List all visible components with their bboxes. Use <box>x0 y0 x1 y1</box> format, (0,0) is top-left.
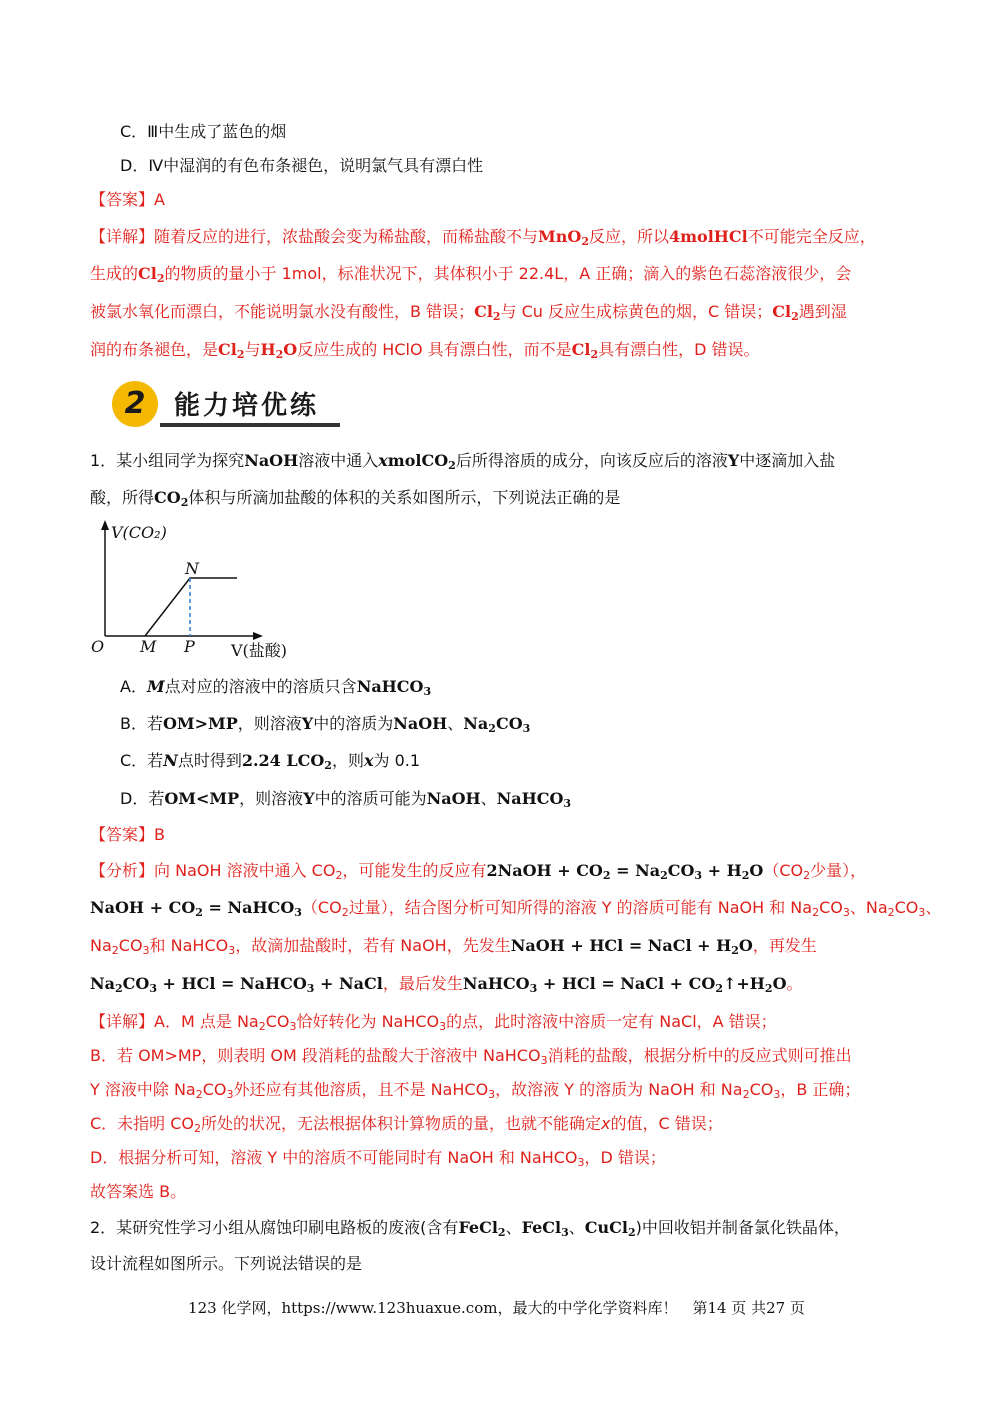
y-axis-label: V(CO₂) <box>111 523 167 542</box>
detail-line: 被氯水氧化而漂白，不能说明氯水没有酸性，B 错误；$Cl_2$与 Cu 反应生成棕黄色的烟，C 错误；$Cl_2$遇到湿 <box>90 302 847 323</box>
question-1-stem: 酸，所得$CO_2$体积与所滴加盐酸的体积的关系如图所示，下列说法正确的是 <box>90 488 621 509</box>
analysis-line: NaOH + $CO_2$ = $NaHCO_3(CO_2$过量），结合图分析可知所得的溶液 Y 的溶质可能有 NaOH 和 $Na_2CO_3$、$Na_2CO_3$、 <box>90 898 942 919</box>
option-c: C．若N点时得到2.24 $LCO_2$，则x为 0.1 <box>120 751 421 772</box>
point-p-label: P <box>184 637 195 656</box>
x-axis-label: V(盐酸) <box>231 641 288 660</box>
option-b: B．若OM>MP，则溶液Y中的溶质为NaOH、$Na_2CO_3$ <box>120 714 531 735</box>
analysis-line: $Na_2CO_3$和 NaHCO$_3$，故滴加盐酸时，若有 NaOH，先发生NaOH + HCl = NaCl + $H_2O$，再发生 <box>90 936 817 957</box>
y-axis-arrow <box>101 520 109 530</box>
detail-line: D．根据分析可知，溶液 Y 中的溶质不可能同时有 NaOH 和 NaHCO$_3$，D 错误； <box>90 1148 666 1169</box>
option-d-text: D．Ⅳ中湿润的有色布条褪色，说明氯气具有漂白性 <box>120 156 484 175</box>
detail-line: 生成的$Cl_2$的物质的量小于 1mol，标准状况下，其体积小于 22.4L，A 正确；滴入的紫色石蕊溶液很少，会 <box>90 264 852 285</box>
detail-line: 【详解】随着反应的进行，浓盐酸会变为稀盐酸，而稀盐酸不与MnO$_2$反应，所以4molHCl不可能完全反应， <box>90 227 876 248</box>
analysis-line: 【分析】向 NaOH 溶液中通入 $CO_2$，可能发生的反应有2NaOH + $CO_2 = Na_2CO_3 + H_2O(CO_2$少量）， <box>90 861 867 882</box>
question-1-stem: 1．某小组同学为探究NaOH溶液中通入xmolCO$_2$后所得溶质的成分，向该反应后的溶液Y中逐滴加入盐 <box>90 451 836 472</box>
origin-label: O <box>91 637 105 656</box>
question-2-stem: 2．某研究性学习小组从腐蚀印刷电路板的废液(含有FeCl$_2$、FeCl$_3$、CuCl$_2$)中回收铝并制备氯化铁晶体， <box>90 1218 850 1239</box>
option-d: D．若OM<MP，则溶液Y中的溶质可能为NaOH、NaHCO$_3$ <box>120 789 572 810</box>
x-axis-arrow <box>253 632 263 640</box>
point-n-label: N <box>185 559 199 578</box>
section-number-badge: 2 <box>112 381 158 427</box>
analysis-line: $Na_2CO_3$ + HCl = NaHCO$_3$ + NaCl，最后发生NaHCO$_3$ + HCl = NaCl + $CO_2↑+H_2O$。 <box>90 974 803 995</box>
section-title: 能力培优练 <box>174 391 320 421</box>
detail-line: Y 溶液中除 $Na_2CO_3$外还应有其他溶质，且不是 NaHCO$_3$，故溶液 Y 的溶质为 NaOH 和 $Na_2CO_3$，B 正确； <box>90 1080 861 1101</box>
co2-volume-graph <box>85 518 325 668</box>
detail-line: B．若 OM>MP，则表明 OM 段消耗的盐酸大于溶液中 NaHCO$_3$消耗的盐酸，根据分析中的反应式则可推出 <box>90 1046 852 1067</box>
section-underline <box>160 423 340 427</box>
detail-line: C．未指明 $CO_2$所处的状况，无法根据体积计算物质的量，也就不能确定x的值，C 错误； <box>90 1114 723 1135</box>
answer-label: 【答案】B <box>90 825 165 844</box>
detail-line: 【详解】A．M 点是 $Na_2CO_3$恰好转化为 NaHCO$_3$的点，此时溶液中溶质一定有 NaCl，A 错误； <box>90 1012 777 1033</box>
answer-label: 【答案】A <box>90 190 165 209</box>
option-a: A．M点对应的溶液中的溶质只含NaHCO$_3$ <box>120 677 432 698</box>
question-2-stem: 设计流程如图所示。下列说法错误的是 <box>90 1254 363 1273</box>
point-m-label: M <box>140 637 157 656</box>
detail-line: 润的布条褪色，是$Cl_2$与$H_2O$反应生成的 HClO 具有漂白性，而不是$Cl_2$具有漂白性，D 错误。 <box>90 340 760 361</box>
section-header <box>112 379 342 429</box>
option-c-text: C．Ⅲ中生成了蓝色的烟 <box>120 122 287 141</box>
detail-line: 故答案选 B。 <box>90 1182 187 1201</box>
co2-line <box>145 578 237 636</box>
page-footer: 123 化学网，https://www.123huaxue.com，最大的中学化学资料库！ 第14 页 共27 页 <box>188 1299 805 1317</box>
